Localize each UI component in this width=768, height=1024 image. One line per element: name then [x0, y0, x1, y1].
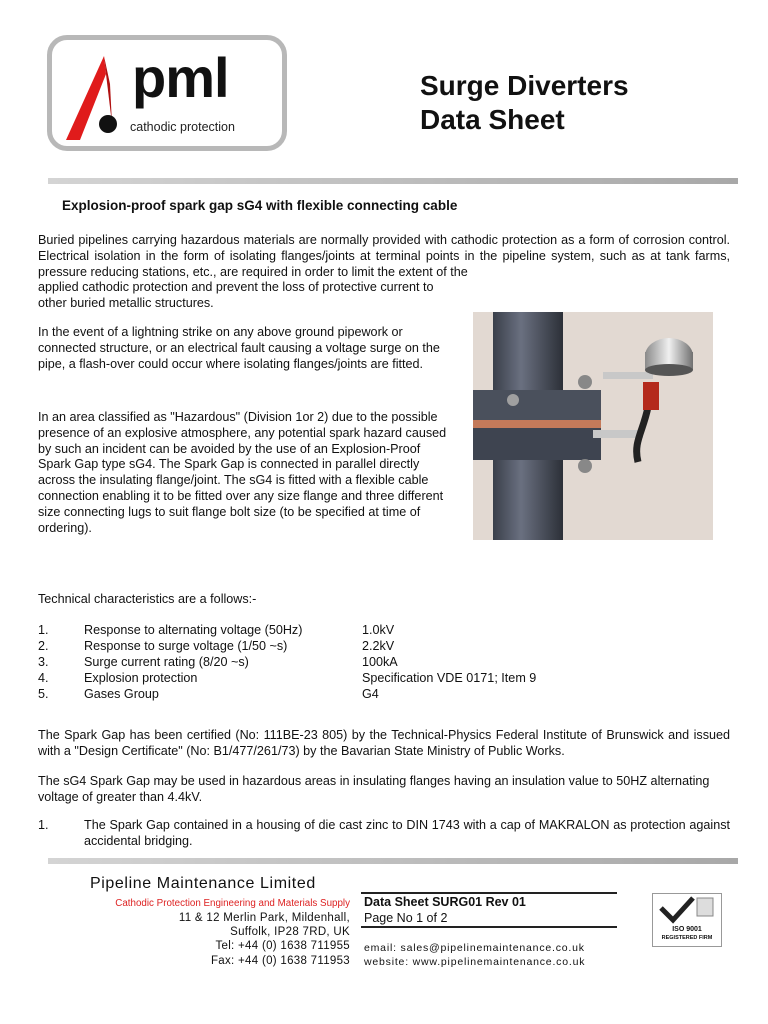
spec-label: Response to surge voltage (1/50 ~s): [84, 639, 288, 653]
spec-row: [38, 670, 728, 686]
section-subtitle: Explosion-proof spark gap sG4 with flexible connecting cable: [62, 198, 458, 213]
telephone: Tel: +44 (0) 1638 711955: [215, 940, 350, 952]
spec-label: Explosion protection: [84, 671, 198, 685]
company-name: Pipeline Maintenance Limited: [90, 875, 316, 892]
registered-firm-label: REGISTERED FIRM: [661, 935, 713, 941]
spec-label: Surge current rating (8/20 ~s): [84, 655, 249, 669]
intro-paragraph-continued: applied cathodic protection and prevent the loss of protective current to other buried metallic structures.: [38, 280, 434, 310]
spec-value: 1.0kV: [362, 623, 395, 637]
page-number: Page No 1 of 2: [364, 911, 448, 925]
spec-number: 5.: [38, 687, 49, 701]
logo-subtitle: cathodic protection: [130, 120, 235, 134]
spec-number: 1.: [38, 623, 49, 637]
spec-value: Specification VDE 0171; Item 9: [362, 671, 537, 685]
email-link[interactable]: email: sales@pipelinemaintenance.co.uk: [364, 942, 585, 954]
list-number: 1.: [38, 818, 49, 832]
spec-row: [38, 686, 728, 702]
fax: Fax: +44 (0) 1638 711953: [210, 955, 350, 967]
website-link[interactable]: website: www.pipelinemaintenance.co.uk: [364, 956, 586, 968]
company-tagline: Cathodic Protection Engineering and Materials Supply: [115, 898, 350, 909]
footer-divider: [48, 858, 738, 864]
intro-paragraph: Buried pipelines carrying hazardous materials are normally provided with cathodic protection as a form of corrosion control. Electrical isolation in the form of isolating flanges/joints at terminal points in the pipeline system, such as at tank farms, pressure reducing stations, etc., are required in order to limit the extent of the: [38, 233, 730, 279]
logo-wordmark: pml: [132, 46, 229, 109]
checkmark-icon: [653, 894, 721, 926]
spec-row: [38, 638, 728, 654]
company-logo: [47, 35, 287, 151]
usage-paragraph: The sG4 Spark Gap may be used in hazardous areas in insulating flanges having an insulation value to 50HZ alternating voltage of greater than 4.4kV.: [38, 774, 710, 804]
spec-value: G4: [362, 687, 379, 701]
certification-paragraph: The Spark Gap has been certified (No: 111BE-23 805) by the Technical-Physics Federal Institute of Brunswick and issued with a "Design Certificate" (No: B1/477/261/73) by the Bavarian State Ministry of Public Works.: [38, 728, 730, 758]
spec-row: [38, 654, 728, 670]
product-photo: [473, 312, 713, 540]
spec-value: 2.2kV: [362, 639, 395, 653]
spec-label: Response to alternating voltage (50Hz): [84, 623, 303, 637]
housing-paragraph: The Spark Gap contained in a housing of die cast zinc to DIN 1743 with a cap of MAKRALON as protection against accidental bridging.: [84, 818, 730, 848]
datasheet-id: Data Sheet SURG01 Rev 01: [364, 895, 526, 909]
spec-number: 3.: [38, 655, 49, 669]
spark-gap-photo-icon: [473, 312, 713, 540]
spec-number: 2.: [38, 639, 49, 653]
address-line2: Suffolk, IP28 7RD, UK: [230, 926, 350, 938]
logo-emblem-icon: [60, 44, 132, 144]
spec-value: 100kA: [362, 655, 398, 669]
lightning-paragraph: In the event of a lightning strike on any above ground pipework or connected structure, or an electrical fault causing a voltage surge on the pipe, a flash-over could occur where isolating flanges/joints are fitted.: [38, 325, 440, 371]
page-title-line1: Surge Diverters: [420, 70, 629, 101]
spec-row: [38, 622, 728, 638]
iso-label: ISO 9001: [672, 926, 702, 933]
hazardous-area-paragraph: In an area classified as "Hazardous" (Division 1or 2) due to the possible presence of an explosive atmosphere, any potential spark hazard caused by such an incident can be avoided by the use of an Explosion-Proof Spark Gap type sG4. The Spark Gap is connected in parallel directly across the insulating flange/joint. The sG4 is fitted with a flexible cable connection enabling it to be fitted over any size flange and three different size connecting lugs to suit flange bolt size (to be specified at time of ordering).: [38, 410, 447, 535]
header-divider: [48, 178, 738, 184]
tech-intro: Technical characteristics are a follows:-: [38, 592, 257, 606]
spec-number: 4.: [38, 671, 49, 685]
spec-label: Gases Group: [84, 687, 159, 701]
address-line1: 11 & 12 Merlin Park, Mildenhall,: [178, 912, 350, 924]
page-title-line2: Data Sheet: [420, 104, 565, 135]
